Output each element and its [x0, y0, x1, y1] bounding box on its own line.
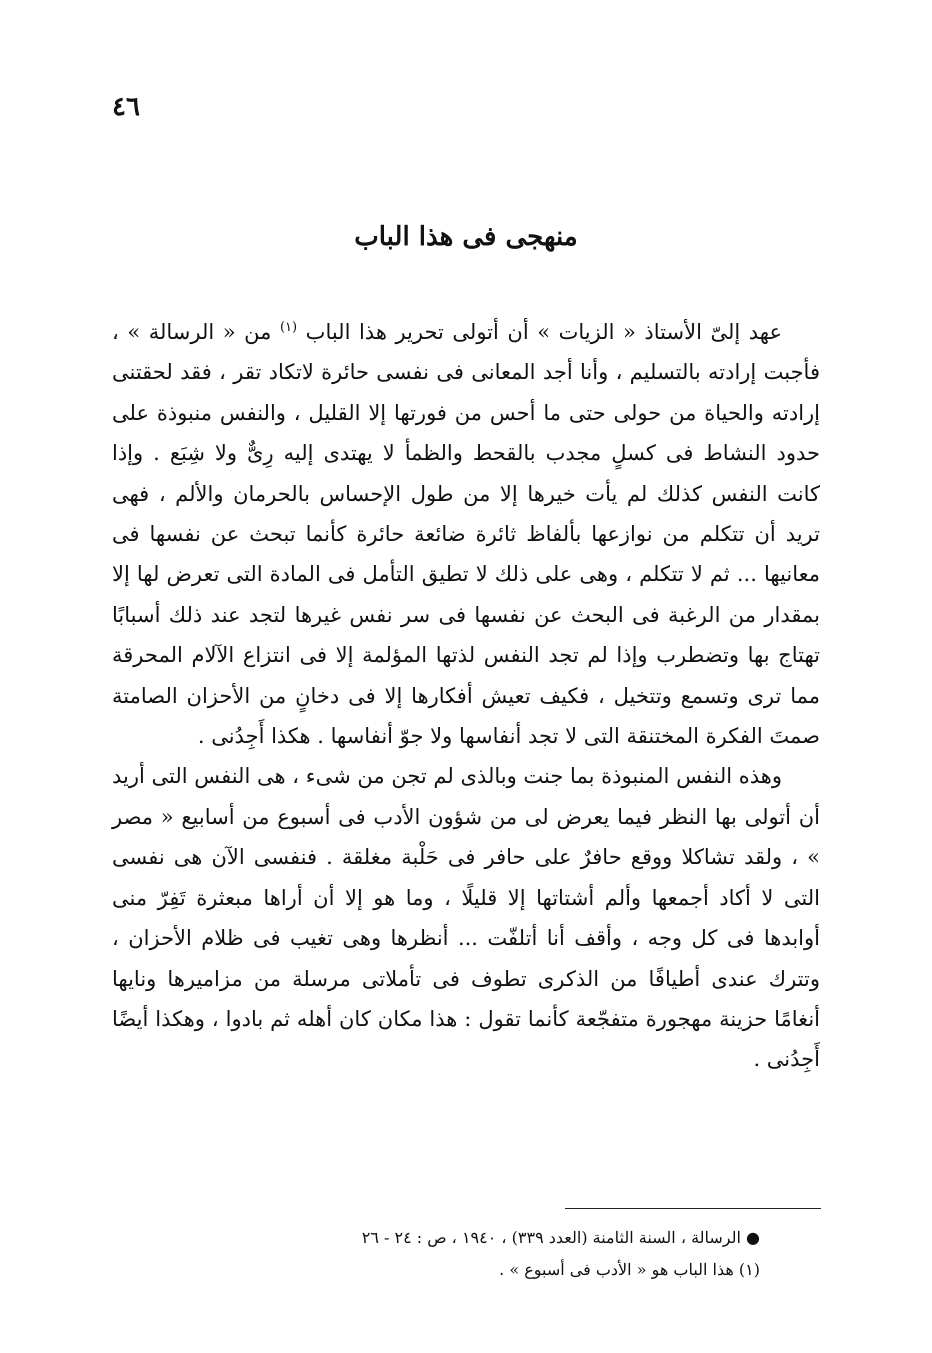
paragraph-1-text-start: عهد إلىّ الأستاذ « الزيات » أن أتولى تحرير هذا الباب [305, 320, 782, 344]
footnote-divider [565, 1208, 821, 1209]
footnote-1: (١) هذا الباب هو « الأدب فى أسبوع » . [499, 1260, 760, 1279]
page-title: منهجى فى هذا الباب [354, 222, 578, 252]
paragraph-1-text-end: من « الرسالة » ، فأجبت إرادته بالتسليم ، وأنا أجد المعانى فى نفسى حائرة لاتكاد تقر ، فقد لحقتنى إرادته والحياة من حولى حتى ما أحس من فورتها إلا القليل ، والنفس منبوذة على حدود النشاط فى كسلٍ مجدب بالقحط والظمأ لا يهتدى إليه رِىٌّ ولا شِبَع . وإذا كانت النفس كذلك لم يأت خيرها إلا من طول الإحساس بالحرمان والألم ، فهى تريد أن تتكلم من نوازعها بألفاظ ثائرة ضائعة حائرة كأنما تبحث عن نفسها فى معانيها ... ثم لا تتكلم ، وهى على ذلك لا تطيق التأمل فى المادة التى تعرض لها إلا بمقدار من الرغبة فى البحث عن نفسها فى سر نفس غيرها لتجد عند ذلك أسبابًا تهتاج بها وتضطرب وإذا لم تجد النفس لذتها المؤلمة إلا فى انتزاع الآلام المحرقة مما ترى وتسمع وتتخيل ، فكيف تعيش أفكارها إلا فى دخانٍ من الأحزان الصامتة صمتَ الفكرة المختنقة التى لا تجد أنفاسها ولا جوّ أنفاسها . هكذا أَجِدُنى . [112, 320, 820, 749]
paragraph-1 [112, 312, 820, 756]
article-body [112, 312, 820, 1080]
footnotes [160, 1222, 760, 1286]
footnote-source: ● الرسالة ، السنة الثامنة (العدد ٣٣٩) ، ١٩٤٠ ، ص : ٢٤ - ٢٦ [361, 1228, 760, 1247]
paragraph-2: وهذه النفس المنبوذة بما جنت وبالذى لم تجن من شىء ، هى النفس التى أريد أن أتولى بها النظر فيما يعرض لى من شؤون الأدب فى أسبوع من أسابيع « مصر » ، ولقد تشاكلا ووقع حافرٌ على حافر فى حَلْبة مغلقة . فنفسى الآن هى نفسى التى لا أكاد أجمعها وألم أشتاتها إلا قليلًا ، وما هو إلا أن أراها مبعثرة تَفِرّ منى أوابدها فى كل وجه ، وأقف أنا أتلفّت ... أنظرها وهى تغيب فى ظلام الأحزان ، وتترك عندى أطيافًا من الذكرى تطوف فى تأملاتى مرسلة من مزاميرها ونايها أنغامًا حزينة مهجورة متفجّعة كأنما تقول : هذا مكان كان أهله ثم بادوا ، وهكذا أيضًا أَجِدُنى . [112, 764, 820, 1072]
footnote-reference: (١) [279, 320, 298, 335]
page-number: ٤٦ [112, 92, 140, 122]
